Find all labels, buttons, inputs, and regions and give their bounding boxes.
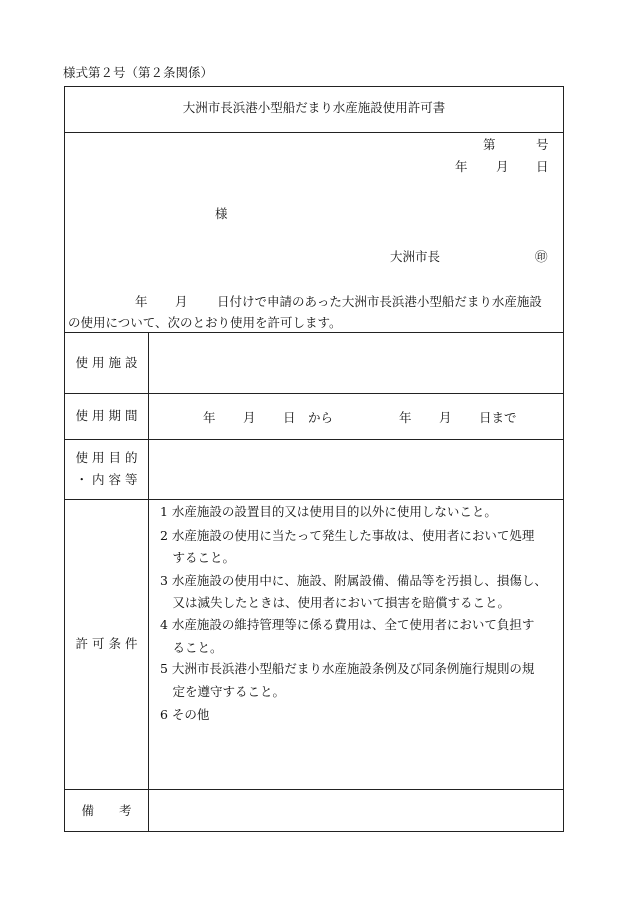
date-month: 月 [496,159,509,174]
body-line1: 日付けで申請のあった大洲市長浜港小型船だまり水産施設 [217,294,542,309]
facility-label: 使 用 施 設 [75,354,138,370]
condition-line: 定を遵守すること。 [160,684,286,699]
purpose-label-line1: 使 用 目 的 [75,450,138,466]
label-column-divider [148,332,149,832]
date-day: 日 [536,159,549,174]
condition-line: 又は滅失したときは、使用者において損害を賠償すること。 [160,595,511,610]
addressee-sama: 様 [215,206,228,221]
body-month: 月 [175,294,188,309]
period-label: 使 用 期 間 [75,408,138,424]
body-line2: の使用について、次のとおり使用を許可します。 [68,315,342,330]
conditions-label: 許 可 条 件 [75,636,138,652]
date-year: 年 [455,159,468,174]
condition-line: 2 水産施設の使用に当たって発生した事故は、使用者において処理 [160,528,535,543]
period-from-month: 月 [243,410,256,425]
condition-line: 5 大洲市長浜港小型船だまり水産施設条例及び同条例施行規則の規 [160,661,535,676]
condition-line: 3 水産施設の使用中に、施設、附属設備、備品等を汚損し、損傷し、 [160,573,547,588]
period-from-year: 年 [203,410,216,425]
seal-icon: ㊞ [535,249,548,264]
condition-line: ること。 [160,640,223,655]
body-year: 年 [135,294,148,309]
period-from-day: 日 [283,410,296,425]
condition-line: 6 その他 [160,707,210,722]
period-from-word: から [308,410,334,425]
form-title: 大洲市長浜港小型船だまり水産施設使用許可書 [182,100,446,115]
number-dai: 第 [483,137,496,152]
form-number-label: 様式第２号（第２条関係） [63,65,214,80]
rule-title-bottom [65,132,563,133]
permit-form-frame [64,86,564,832]
period-to-month: 月 [439,410,452,425]
remarks-label: 備 考 [81,802,132,818]
period-to-year: 年 [399,410,412,425]
purpose-label [65,439,148,499]
issuer-name: 大洲市長 [390,249,441,264]
condition-line: 4 水産施設の維持管理等に係る費用は、全て使用者において負担す [160,617,535,632]
condition-line: 1 水産施設の設置目的又は使用目的以外に使用しないこと。 [160,504,497,519]
condition-line: すること。 [160,550,236,565]
number-go: 号 [536,137,549,152]
purpose-label-line2: ・ 内 容 等 [75,472,138,487]
period-to-day: 日まで [479,410,517,425]
